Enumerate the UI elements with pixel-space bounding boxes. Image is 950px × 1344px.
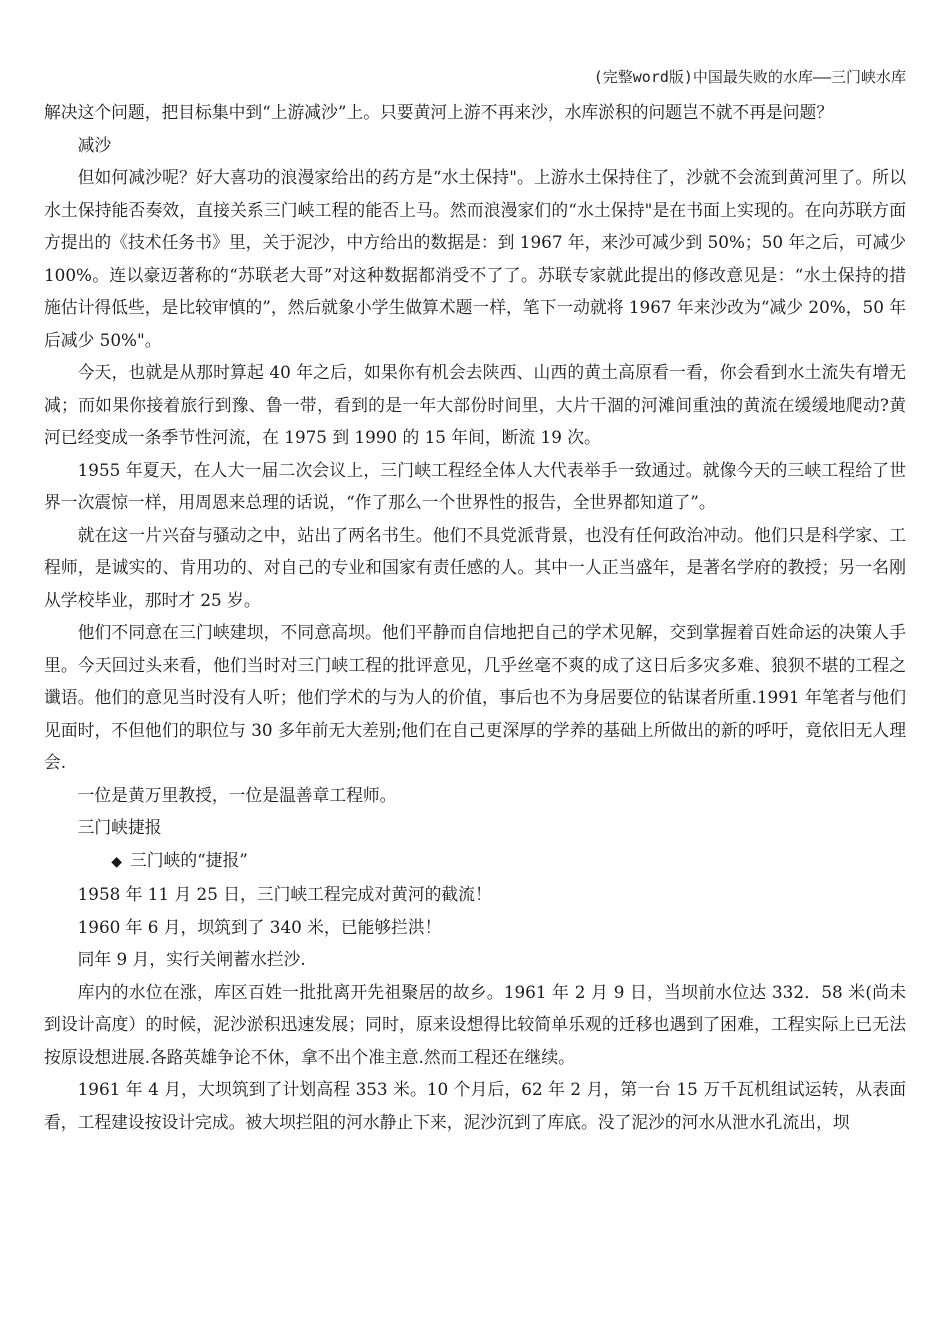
paragraph-today: 今天，也就是从那时算起 40 年之后，如果你有机会去陕西、山西的黄土高原看一看，你会看到水土流失有增无减；而如果你接着旅行到豫、鲁一带，看到的是一年大部份时间里，大片干涸的河滩间重浊的黄流在缓缓地爬动?黄河已经变成一条季节性河流，在 1975 到 1990 的 15 年间，断流 19 次。 (44, 362, 906, 447)
paragraph-september: 同年 9 月，实行关闸蓄水拦沙. (77, 949, 306, 969)
paragraph-1961: 1961 年 4 月，大坝筑到了计划高程 353 米。10 个月后，62 年 2 月，第一台 15 万千瓦机组试运转，从表面看，工程建设按设计完成。被大坝拦阻的河水静止下来，泥沙沉到了库底。没了泥沙的河水从泄水孔流出，坝 (44, 1079, 906, 1132)
section-heading-victory-report: 三门峡捷报 (77, 817, 162, 837)
paragraph-soil-conservation: 但如何减沙呢？好大喜功的浪漫家给出的药方是“水土保持"。上游水土保持住了，沙就不会流到黄河里了。所以水土保持能否奏效，直接关系三门峡工程的能否上马。然而浪漫家们的“水土保持"是在书面上实现的。在向苏联方面方提出的《技术任务书》里，关于泥沙，中方给出的数据是：到 1967 年，来沙可减少到 50%；50 年之后，可减少 100%。连以豪迈著称的“苏联老大哥”对这种数据都消受不了了。苏联专家就此提出的修改意见是：“水土保持的措施估计得低些，是比较审慎的”，然后就象小学生做算术题一样，笔下一动就将 1967 年来沙改为“减少 20%，50 年后减少 50%"。 (44, 167, 906, 350)
document-body (44, 96, 906, 1138)
paragraph-1960: 1960 年 6 月，坝筑到了 340 米，已能够拦洪！ (77, 916, 442, 937)
paragraph-continuation: 解决这个问题，把目标集中到“上游减沙”上。只要黄河上游不再来沙，水库淤积的问题岂不就不再是问题？ (44, 102, 834, 122)
bullet-heading-text: 三门峡的“捷报” (129, 849, 248, 870)
bullet-heading (44, 844, 906, 879)
paragraph-1958: 1958 年 11 月 25 日，三门峡工程完成对黄河的截流！ (77, 884, 492, 904)
diamond-bullet-icon: ◆ (111, 853, 122, 870)
paragraph-water-level: 库内的水位在涨，库区百姓一批批离开先祖聚居的故乡。1961 年 2 月 9 日，当坝前水位达 332．58 米(尚未到设计高度）的时候，泥沙淤积迅速发展；同时，原来设想得比较简单乐观的迁移也遇到了困难，工程实际上已无法按原设想进展.各路英雄争论不休，拿不出个准主意.然而工程还在继续。 (44, 981, 906, 1067)
paragraph-1955: 1955 年夏天，在人大一届二次会议上，三门峡工程经全体人大代表举手一致通过。就像今天的三峡工程给了世界一次震惊一样，用周恩来总理的话说，“作了那么一个世界性的报告，全世界都知道了”。 (44, 459, 906, 512)
paragraph-disagreement: 他们不同意在三门峡建坝，不同意高坝。他们平静而自信地把自己的学术见解，交到掌握着百姓命运的决策人手里。今天回过头来看，他们当时对三门峡工程的批评意见，几乎丝毫不爽的成了这日后多灾多难、狼狈不堪的工程之谶语。他们的意见当时没有人听；他们学术的与为人的价值，事后也不为身居要位的钻谋者所重.1991 年笔者与他们见面时，不但他们的职位与 30 多年前无大差别;他们在自己更深厚的学养的基础上所做出的新的呼吁，竟依旧无人理会. (44, 622, 906, 772)
page-header: (完整word版)中国最失败的水库——三门峡水库 (593, 68, 906, 86)
paragraph-two-scholars: 就在这一片兴奋与骚动之中，站出了两名书生。他们不具党派背景，也没有任何政治冲动。他们只是科学家、工程师，是诚实的、肯用功的、对自己的专业和国家有责任感的人。其中一人正当盛年，是著名学府的教授；另一名刚从学校毕业，那时才 25 岁。 (44, 524, 906, 610)
paragraph-names: 一位是黄万里教授，一位是温善章工程师。 (77, 784, 397, 805)
section-heading-reduce-sand: 减沙 (77, 134, 112, 155)
